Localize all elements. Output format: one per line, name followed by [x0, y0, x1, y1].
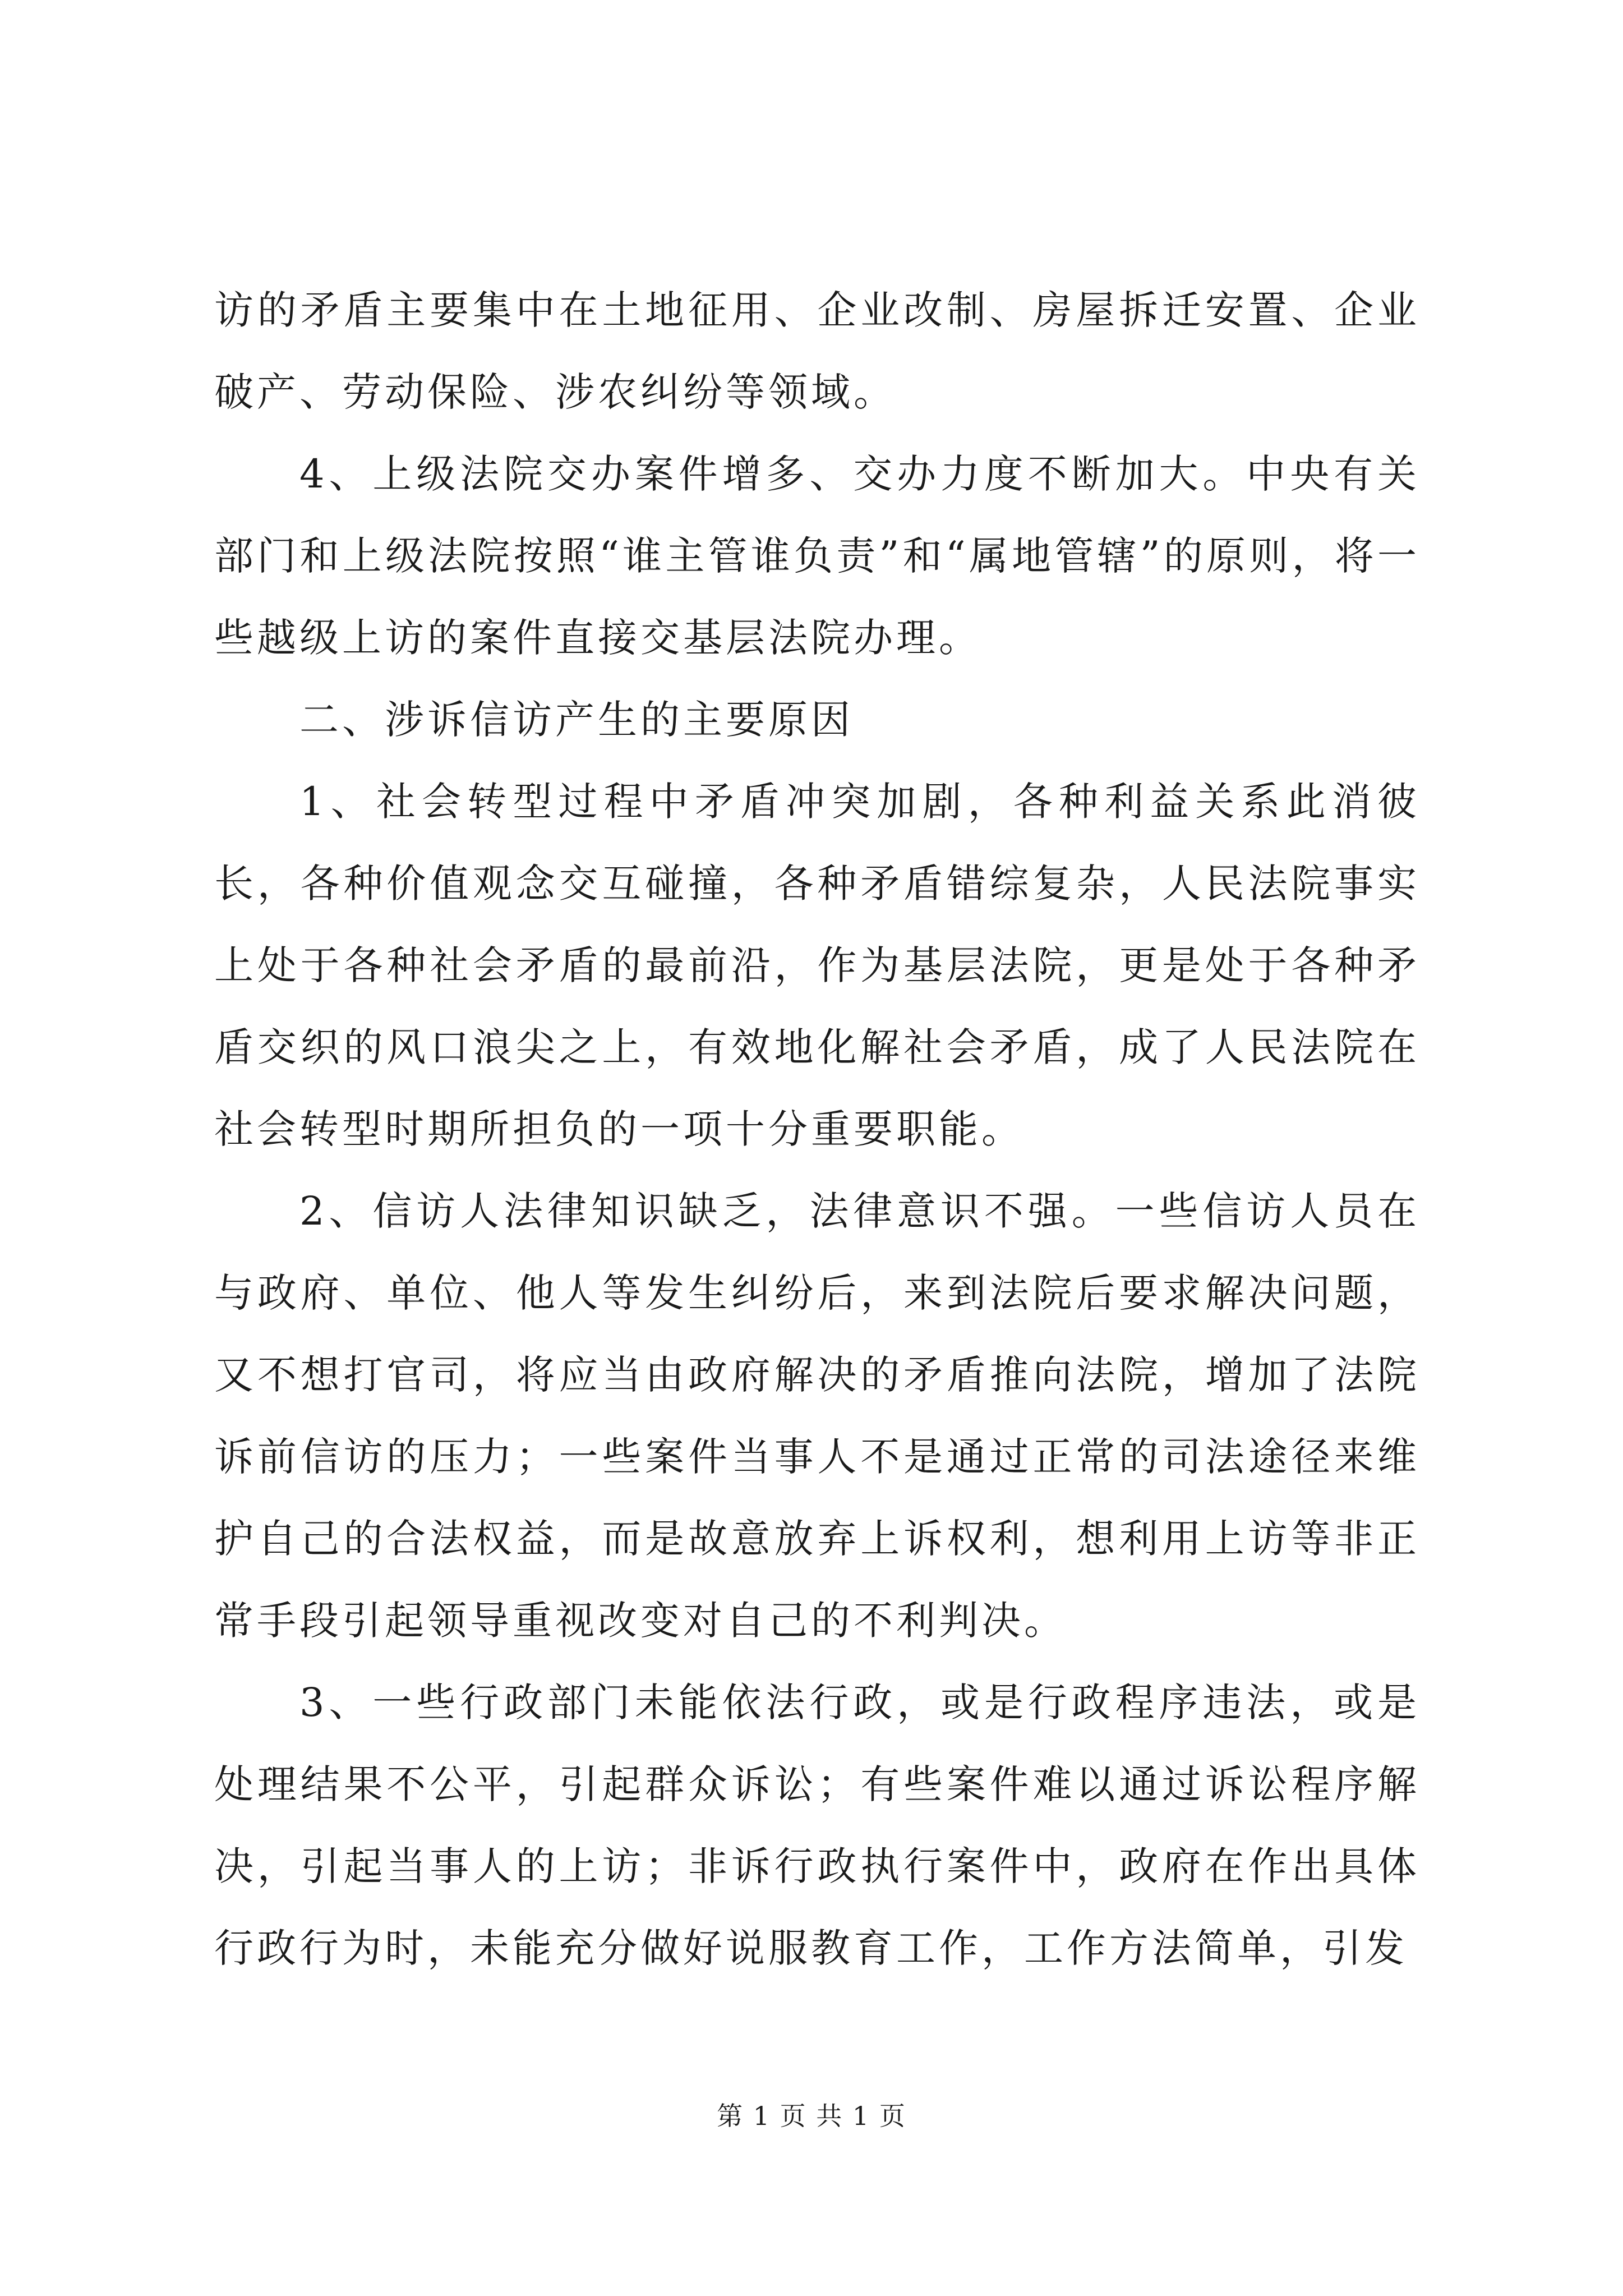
paragraph-reason-3: 3、一些行政部门未能依法行政，或是行政程序违法，或是处理结果不公平，引起群众诉讼；有些案件难以通过诉讼程序解决，引起当事人的上访；非诉行政执行案件中，政府在作出具体行政行为时，未能充分做好说服教育工作，工作方法简单，引发 [214, 1680, 1420, 1971]
page-number-footer: 第 1 页 共 1 页 [717, 2101, 906, 2131]
paragraph-continuation: 访的矛盾主要集中在土地征用、企业改制、房屋拆迁安置、企业破产、劳动保险、涉农纠纷等领域。 [214, 287, 1420, 415]
section-heading-2: 二、涉诉信访产生的主要原因 [299, 697, 854, 743]
paragraph-reason-2: 2、信访人法律知识缺乏，法律意识不强。一些信访人员在与政府、单位、他人等发生纠纷后，来到法院后要求解决问题，又不想打官司，将应当由政府解决的矛盾推向法院，增加了法院诉前信访的压力；一些案件当事人不是通过正常的司法途径来维护自己的合法权益，而是故意放弃上诉权利，想利用上访等非正常手段引起领导重视改变对自己的不利判决。 [214, 1188, 1420, 1644]
paragraph-reason-1: 1、社会转型过程中矛盾冲突加剧，各种利益关系此消彼长，各种价值观念交互碰撞，各种矛盾错综复杂，人民法院事实上处于各种社会矛盾的最前沿，作为基层法院，更是处于各种矛盾交织的风口浪尖之上，有效地化解社会矛盾，成了人民法院在社会转型时期所担负的一项十分重要职能。 [214, 779, 1420, 1152]
paragraph-item-4: 4、上级法院交办案件增多、交办力度不断加大。中央有关部门和上级法院按照“谁主管谁负责”和“属地管辖”的原则，将一些越级上访的案件直接交基层法院办理。 [214, 451, 1420, 661]
document-body [214, 269, 1420, 1989]
